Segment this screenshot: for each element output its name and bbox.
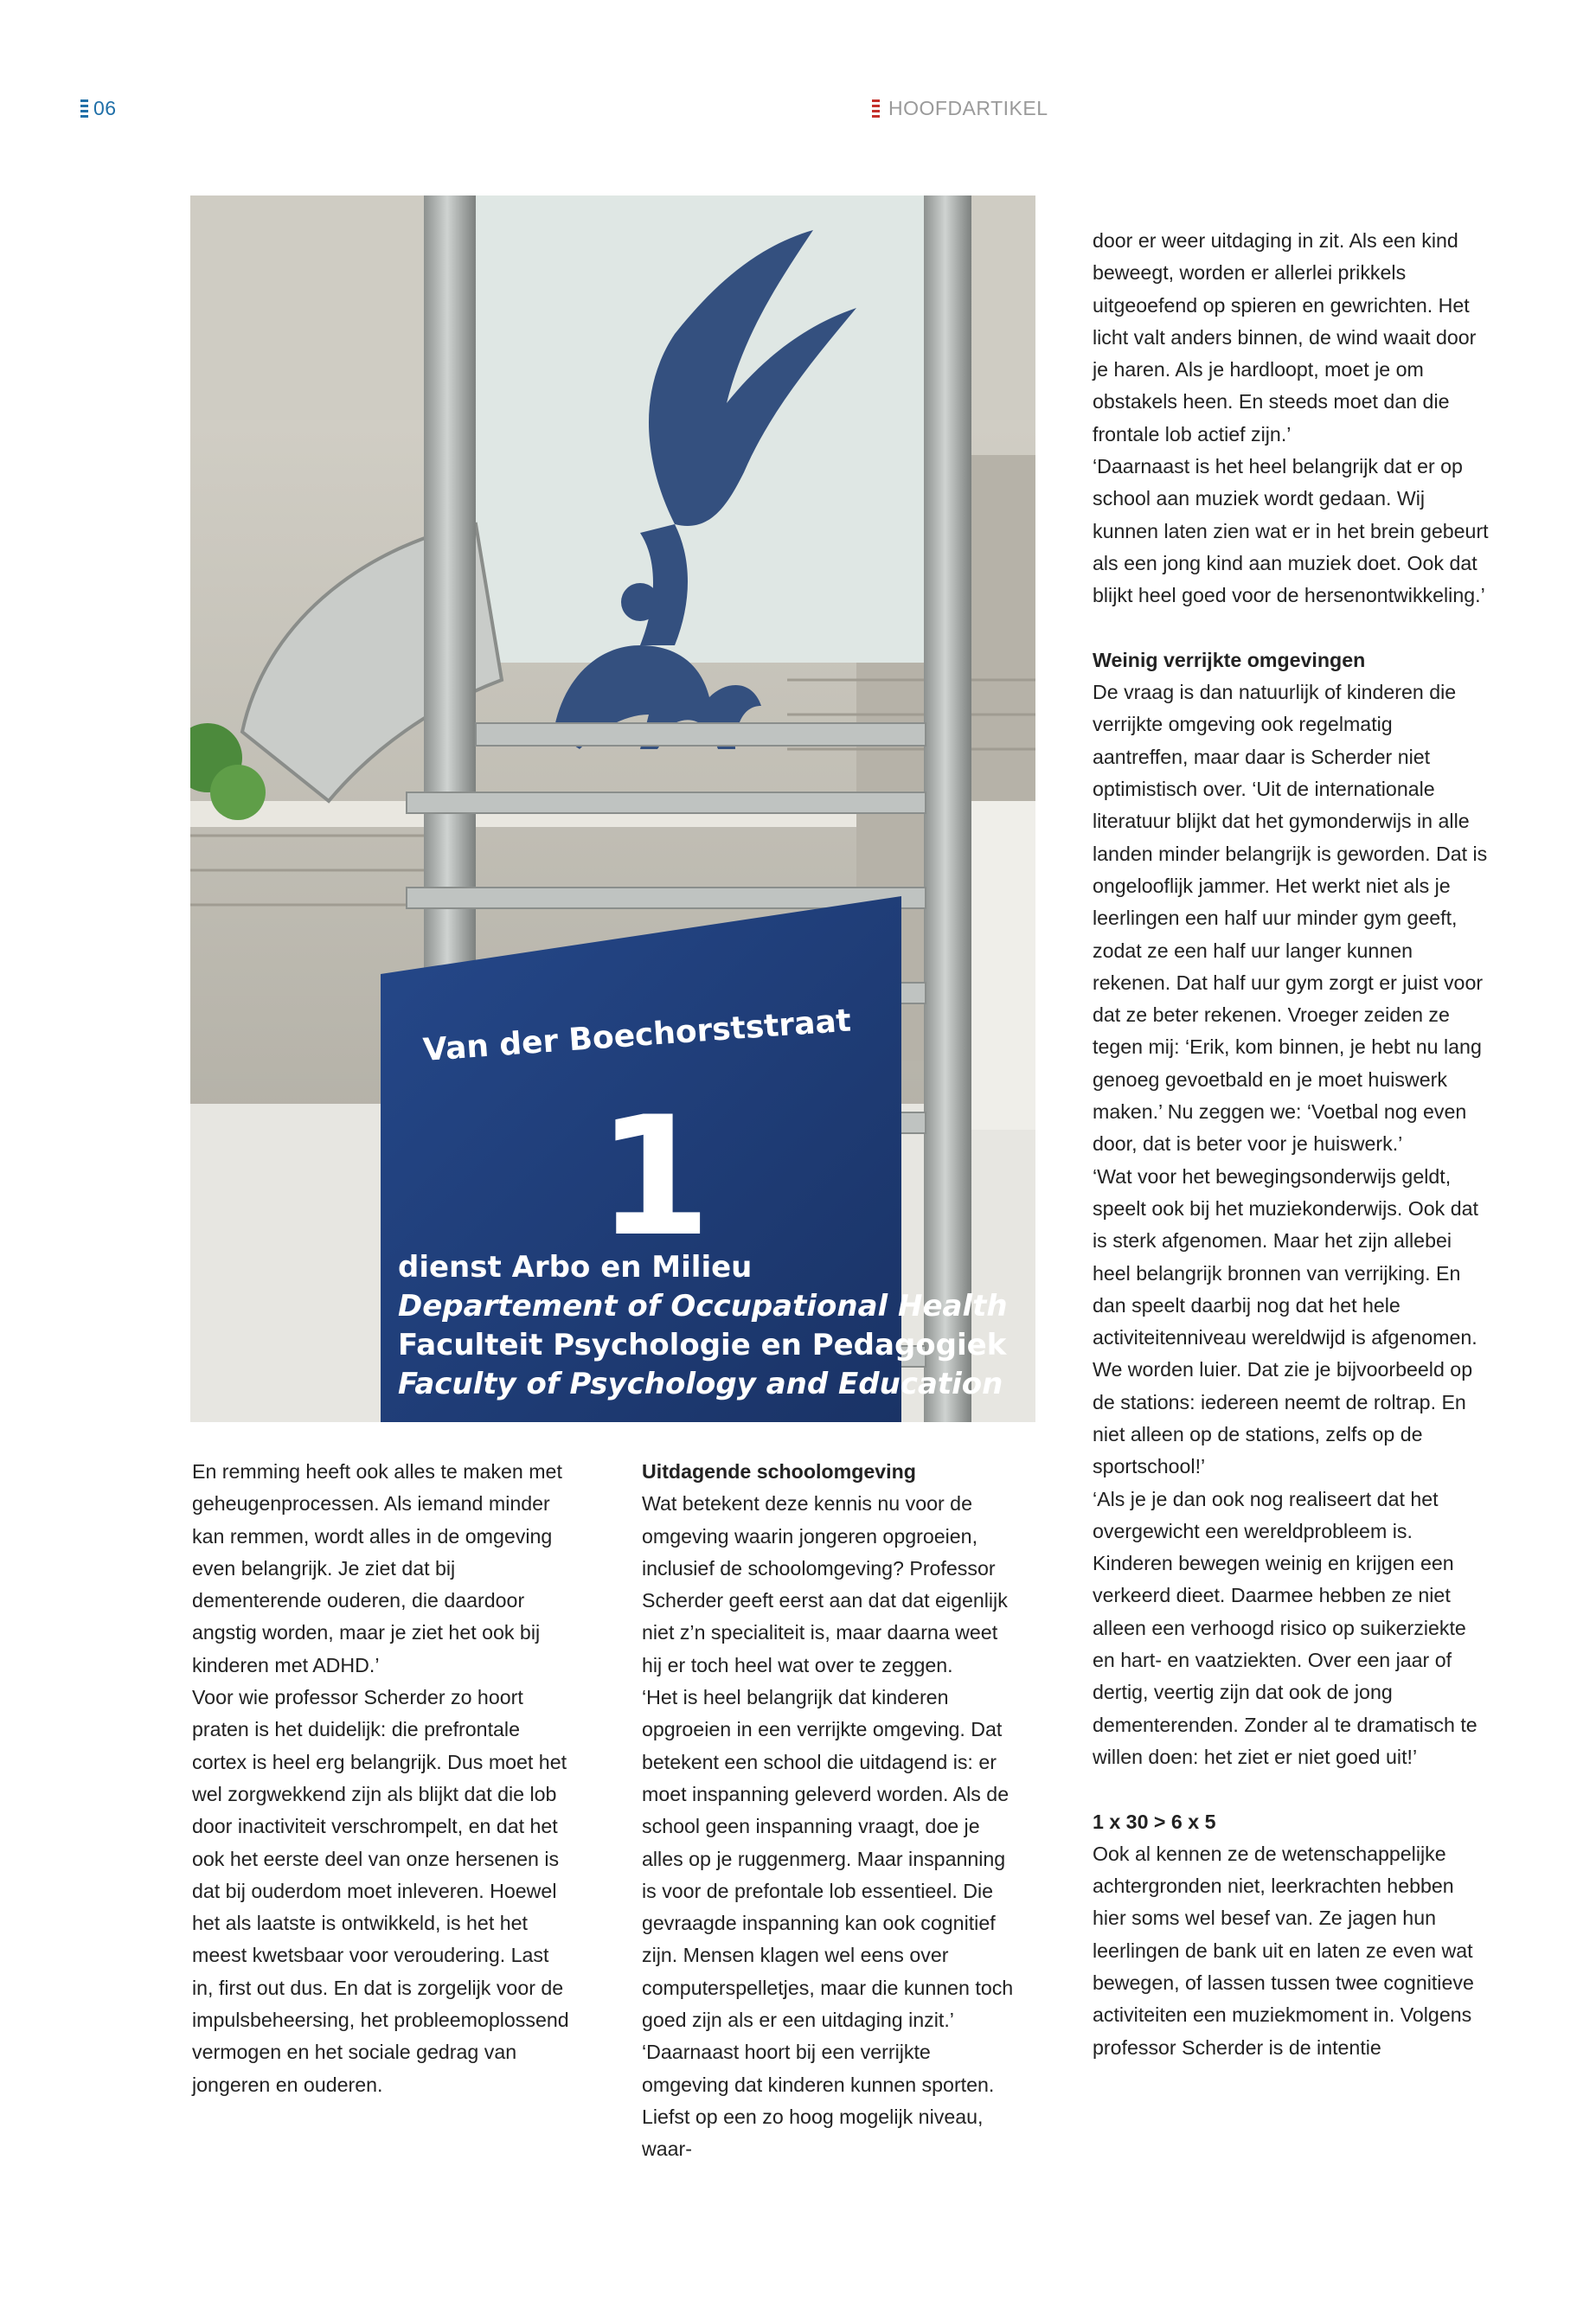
column-b (642, 1456, 1022, 2166)
paragraph: ‘Wat voor het bewegingsonderwijs geldt, speelt ook bij het muziekonderwijs. Ook dat is sterk afgenomen. Maar het zijn allebei heel belangrijk bronnen van verrijking. En dan speelt daarbij nog dat het hele activiteitenniveau wereldwijd is afgenomen. We worden luier. Dat zie je bijvoorbeeld op de stations: iedereen neemt de roltrap. En niet alleen op de stations, zelfs op de sportschool!’ (1093, 1164, 1478, 1478)
section-heading: Uitdagende schoolomgeving (642, 1460, 916, 1483)
section-heading: Weinig verrijkte omgevingen (1093, 648, 1366, 671)
sign-number: 1 (597, 1081, 712, 1272)
paragraph: ‘Het is heel belangrijk dat kinderen opgroeien in een verrijkte omgeving. Dat betekent een school die uitdagend is: er moet inspanning geleverd worden. Als de school geen inspanning vraagt, doe je alles op je ruggenmerg. Maar inspanning is voor de prefontale lob essentieel. Die gevraagde inspanning kan ook cognitief zijn. Mensen klagen wel eens over computerspelletjes, maar die kunnen toch goed zijn als er een uitdaging inzit.’ (642, 1686, 1014, 2032)
sign-line: Faculty of Psychology and Education (398, 1367, 1003, 1401)
column-a (192, 1456, 573, 2101)
sign-line: Faculteit Psychologie en Pedagogiek (398, 1328, 1007, 1362)
paragraph: ‘Als je je dan ook nog realiseert dat het overgewicht een wereldprobleem is. Kinderen bewegen weinig en krijgen een verkeerd dieet. Daarmee hebben ze niet alleen een verhoogd risico op suikerziekte en hart- en vaatziekten. Over een jaar of dertig, veertig zijn dat ook de jong dementerenden. Zonder al te dramatisch te willen doen: het ziet er niet goed uit!’ (1093, 1487, 1477, 1768)
section-marker-icon (872, 99, 880, 118)
paragraph: En remming heeft ook alles te maken met geheugenprocessen. Als iemand minder kan remmen, wordt alles in de omgeving even belangrijk. Je ziet dat bij dementerende ouderen, die daardoor angstig worden, maar je ziet het ook bij kinderen met ADHD.’ (192, 1460, 562, 1676)
sign-photo (190, 195, 1035, 1422)
paragraph: door er weer uitdaging in zit. Als een kind beweegt, worden er allerlei prikkels uitgeoefend op spieren en gewrichten. Het licht valt anders binnen, de wind waait door je haren. Als je hardloopt, moet je om obstakels heen. En steeds moet dan die frontale lob actief zijn.’ (1093, 229, 1477, 445)
section-heading: 1 x 30 > 6 x 5 (1093, 1810, 1216, 1833)
column-c (1093, 225, 1490, 2064)
paragraph: ‘Daarnaast is het heel belangrijk dat er op school aan muziek wordt gedaan. Wij kunnen laten zien wat er in het brein gebeurt als een jong kind aan muziek doet. Ook dat blijkt heel goed voor de hersenontwikkeling.’ (1093, 455, 1489, 607)
section-header (872, 97, 1048, 120)
section-marker-icon (80, 99, 88, 118)
paragraph: Voor wie professor Scherder zo hoort praten is het duidelijk: die prefrontale cortex is heel erg belangrijk. Dus moet het wel zorgwekkend zijn als blijkt dat die lob door inactiviteit verschrompelt, en dat het ook het eerste deel van onze hersenen is dat bij ouderdom moet inleveren. Hoewel het als laatste is ontwikkeld, is het het meest kwetsbaar voor veroudering. Last in, first out dus. En dat is zorgelijk voor de impulsbeheersing, het probleemoplossend vermogen en het sociale gedrag van jongeren en ouderen. (192, 1686, 569, 2096)
paragraph: Ook al kennen ze de wetenschappelijke achtergronden niet, leerkrachten hebben hier soms wel besef van. Ze jagen hun leerlingen de bank uit en laten ze even wat bewegen, of lassen tussen twee cognitieve activiteiten een muziekmoment in. Volgens professor Scherder is de intentie (1093, 1842, 1474, 2059)
paragraph: De vraag is dan natuurlijk of kinderen die verrijkte omgeving ook regelmatig aantreffen, maar daar is Scherder niet optimistisch over. ‘Uit de internationale literatuur blijkt dat het gymonderwijs in alle landen minder belangrijk is geworden. Dat is ongelooflijk jammer. Het werkt niet als je leerlingen een half uur minder gym geeft, zodat ze een half uur langer kunnen rekenen. Dat half uur gym zorgt er juist voor dat ze beter rekenen. Vroeger zeiden ze tegen mij: ‘Erik, kom binnen, je hebt nu lang genoeg gevoetbald en je moet huiswerk maken.’ Nu zeggen we: ‘Voetbal nog even door, dat is beter voor je huiswerk.’ (1093, 681, 1488, 1156)
page-number: 06 (93, 97, 117, 119)
paragraph: Wat betekent deze kennis nu voor de omgeving waarin jongeren opgroeien, inclusief de schoolomgeving? Professor Scherder geeft eerst aan dat dat eigenlijk niet z’n specialiteit is, maar daarna weet hij er toch heel wat over te zeggen. (642, 1492, 1008, 1676)
page-number-header (80, 97, 117, 120)
sign-line: Departement of Occupational Health (398, 1289, 1008, 1324)
section-title: HOOFDARTIKEL (888, 97, 1048, 119)
sign-line: dienst Arbo en Milieu (398, 1250, 753, 1285)
paragraph: ‘Daarnaast hoort bij een verrijkte omgeving dat kinderen kunnen sporten. Liefst op een zo hoog mogelijk niveau, waar- (642, 2041, 995, 2161)
sign-street-name: Van der Boechorststraat (421, 1003, 853, 1068)
